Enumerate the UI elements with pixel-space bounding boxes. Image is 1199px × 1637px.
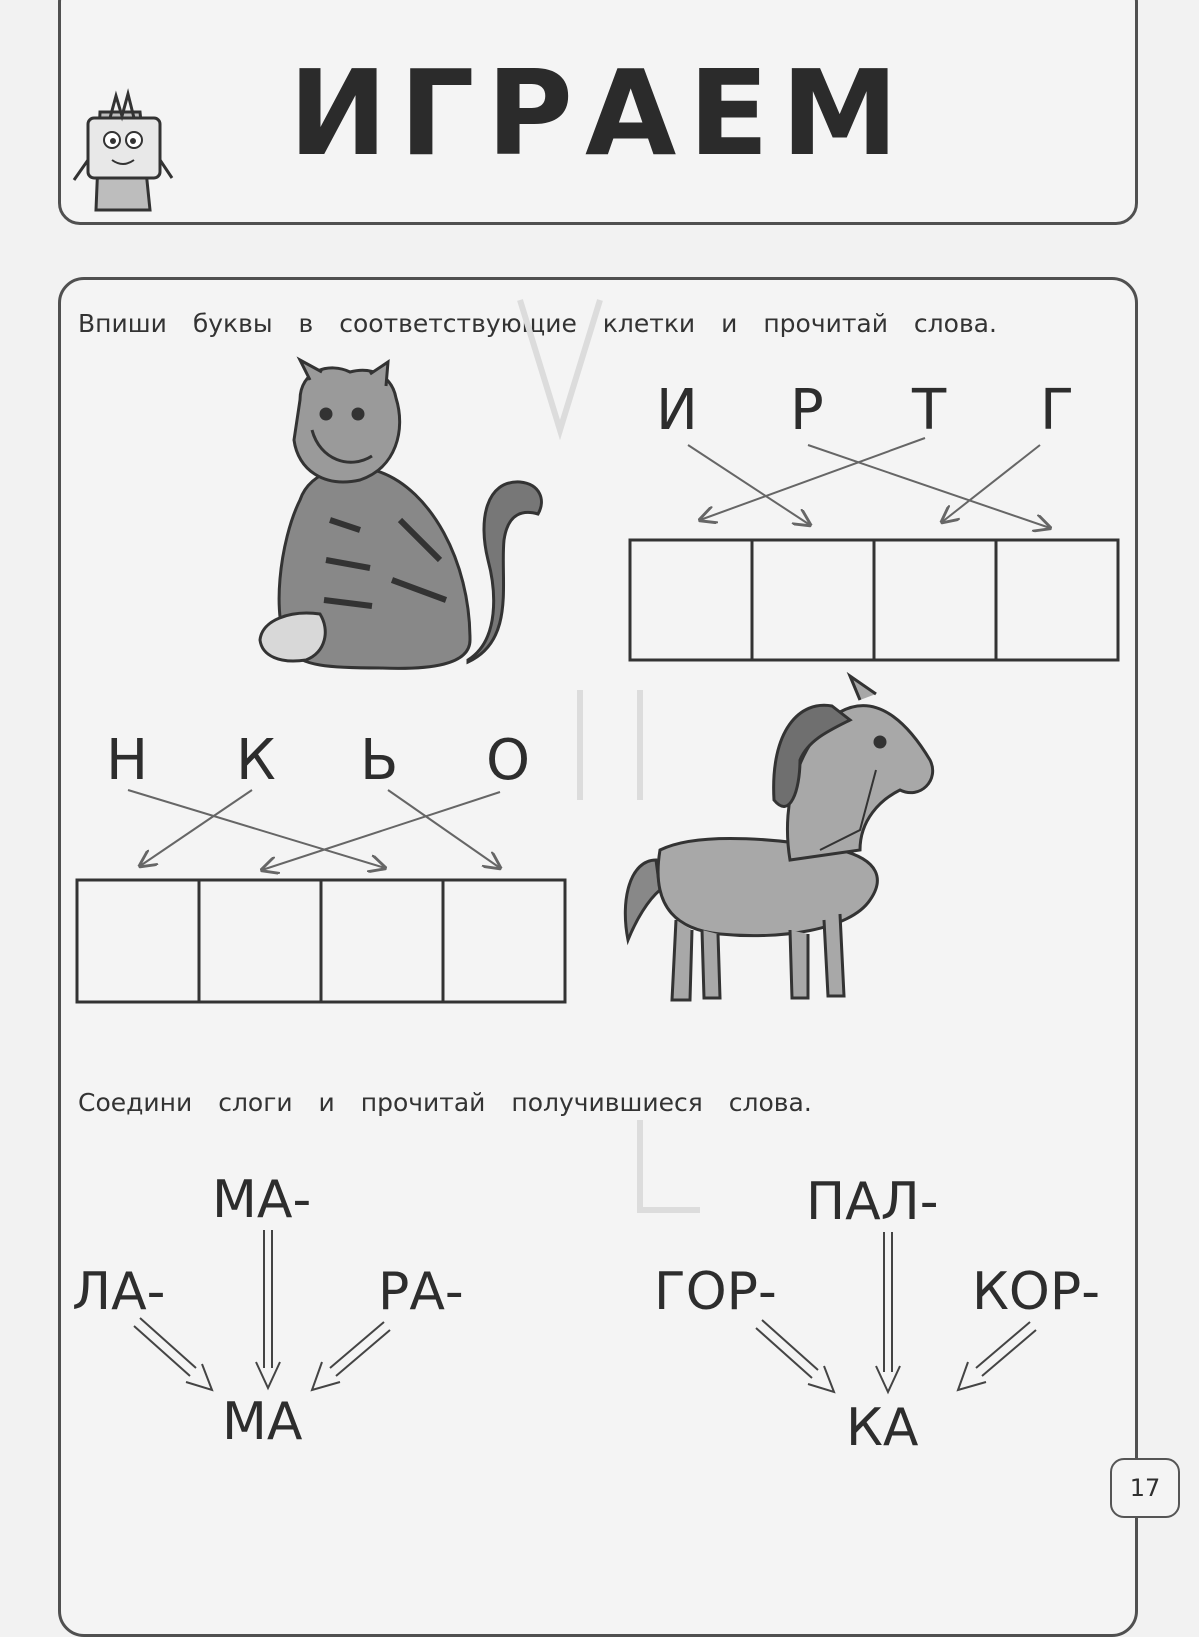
letter-2-3: Ь [360,728,399,793]
letter-1-4: Г [1040,378,1075,443]
letter-1-2: Р [790,378,824,443]
syllable-target-1: МА [222,1392,303,1452]
syllable-top-2: ПАЛ- [806,1172,939,1232]
letter-2-2: К [236,728,276,793]
letter-2-1: Н [106,728,149,793]
syllable-right-2: КОР- [972,1262,1100,1322]
task2-instruction: Соедини слоги и прочитай получившиеся слова. [78,1088,812,1117]
page-title: ИГРАЕМ [288,44,911,182]
syllable-top-1: МА- [212,1170,312,1230]
letter-2-4: О [486,728,531,793]
exercise-frame [58,277,1138,1637]
letter-1-3: Т [912,378,947,443]
letter-1-1: И [656,378,698,443]
syllable-target-2: КА [846,1398,919,1458]
task1-instruction: Впиши буквы в соответствующие клетки и прочитай слова. [78,309,997,338]
page-number: 17 [1110,1458,1180,1518]
syllable-left-1: ЛА- [72,1262,166,1322]
syllable-right-1: РА- [378,1262,464,1322]
syllable-left-2: ГОР- [654,1262,777,1322]
